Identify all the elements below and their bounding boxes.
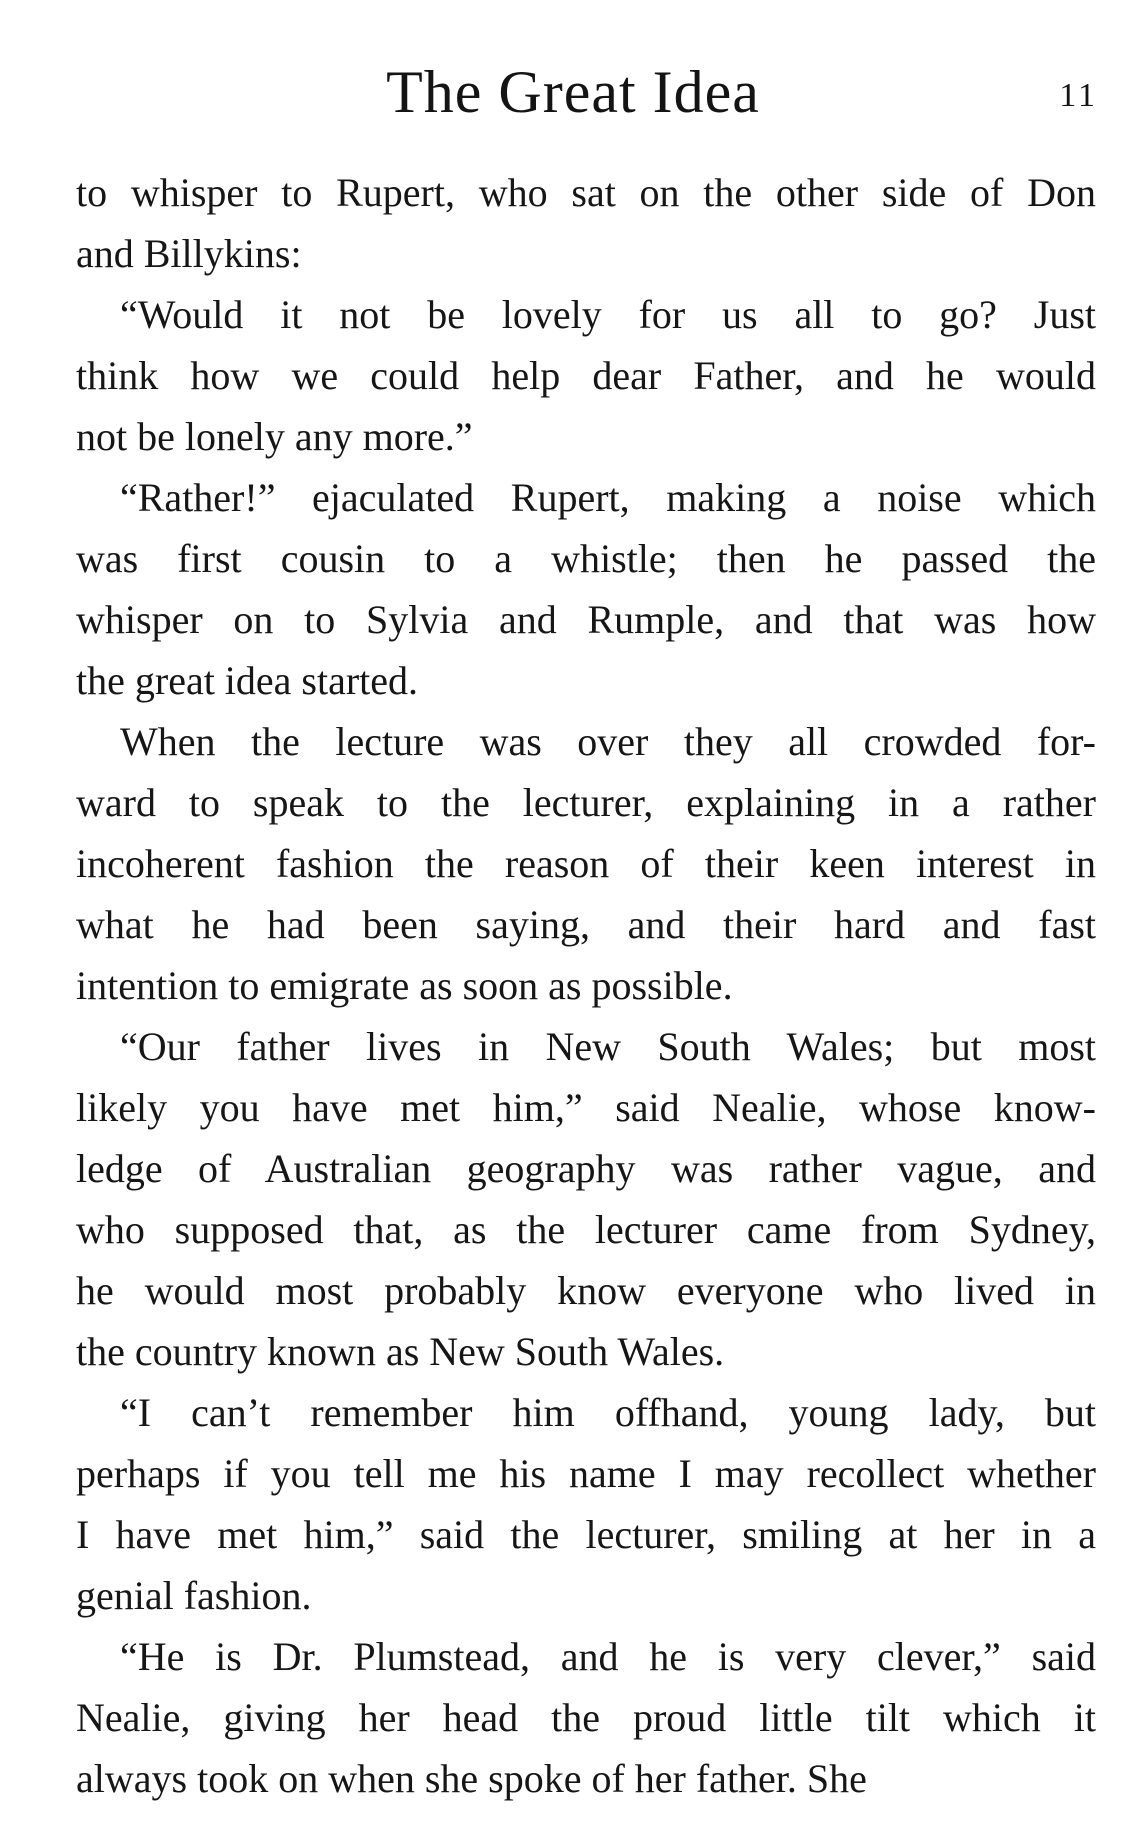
text-line: “Our father lives in New South Wales; but most: [120, 1024, 1096, 1069]
paragraph: [76, 1016, 1096, 1382]
paragraph: [76, 162, 1096, 284]
page-number: 11: [1059, 77, 1098, 114]
paragraph: [76, 284, 1096, 467]
text-line: think how we could help dear Father, and he would: [76, 353, 1096, 398]
text-line: When the lecture was over they all crowded for-: [120, 719, 1096, 764]
text-line: always took on when she spoke of her father. She: [76, 1756, 867, 1801]
text-line: what he had been saying, and their hard and fast: [76, 902, 1096, 947]
text-line: ledge of Australian geography was rather vague, and: [76, 1146, 1096, 1191]
text-line: to whisper to Rupert, who sat on the other side of Don: [76, 170, 1096, 215]
text-line: perhaps if you tell me his name I may recollect whether: [76, 1451, 1096, 1496]
text-line: “He is Dr. Plumstead, and he is very clever,” said: [120, 1634, 1096, 1679]
text-line: not be lonely any more.”: [76, 414, 473, 459]
text-line: intention to emigrate as soon as possible.: [76, 963, 733, 1008]
paragraph: [76, 711, 1096, 1016]
text-line: “Rather!” ejaculated Rupert, making a noise which: [120, 475, 1096, 520]
text-line: incoherent fashion the reason of their keen interest in: [76, 841, 1096, 886]
text-line: who supposed that, as the lecturer came from Sydney,: [76, 1207, 1096, 1252]
text-line: “Would it not be lovely for us all to go? Just: [120, 292, 1096, 337]
text-line: he would most probably know everyone who lived in: [76, 1268, 1096, 1313]
text-line: was first cousin to a whistle; then he passed the: [76, 536, 1096, 581]
text-line: the great idea started.: [76, 658, 419, 703]
text-line: genial fashion.: [76, 1573, 312, 1618]
text-line: the country known as New South Wales.: [76, 1329, 725, 1374]
text-line: I have met him,” said the lecturer, smiling at her in a: [76, 1512, 1096, 1557]
paragraph: [76, 1626, 1096, 1809]
text-line: ward to speak to the lecturer, explaining in a rather: [76, 780, 1096, 825]
text-line: Nealie, giving her head the proud little tilt which it: [76, 1695, 1096, 1740]
running-head: [0, 48, 1146, 128]
paragraph: [76, 1382, 1096, 1626]
text-line: whisper on to Sylvia and Rumple, and that was how: [76, 597, 1096, 642]
text-line: and Billykins:: [76, 231, 302, 276]
text-line: “I can’t remember him offhand, young lady, but: [120, 1390, 1096, 1435]
running-title: The Great Idea: [386, 59, 760, 125]
text-line: likely you have met him,” said Nealie, whose know-: [76, 1085, 1096, 1130]
body-text: [76, 162, 1096, 1809]
paragraph: [76, 467, 1096, 711]
